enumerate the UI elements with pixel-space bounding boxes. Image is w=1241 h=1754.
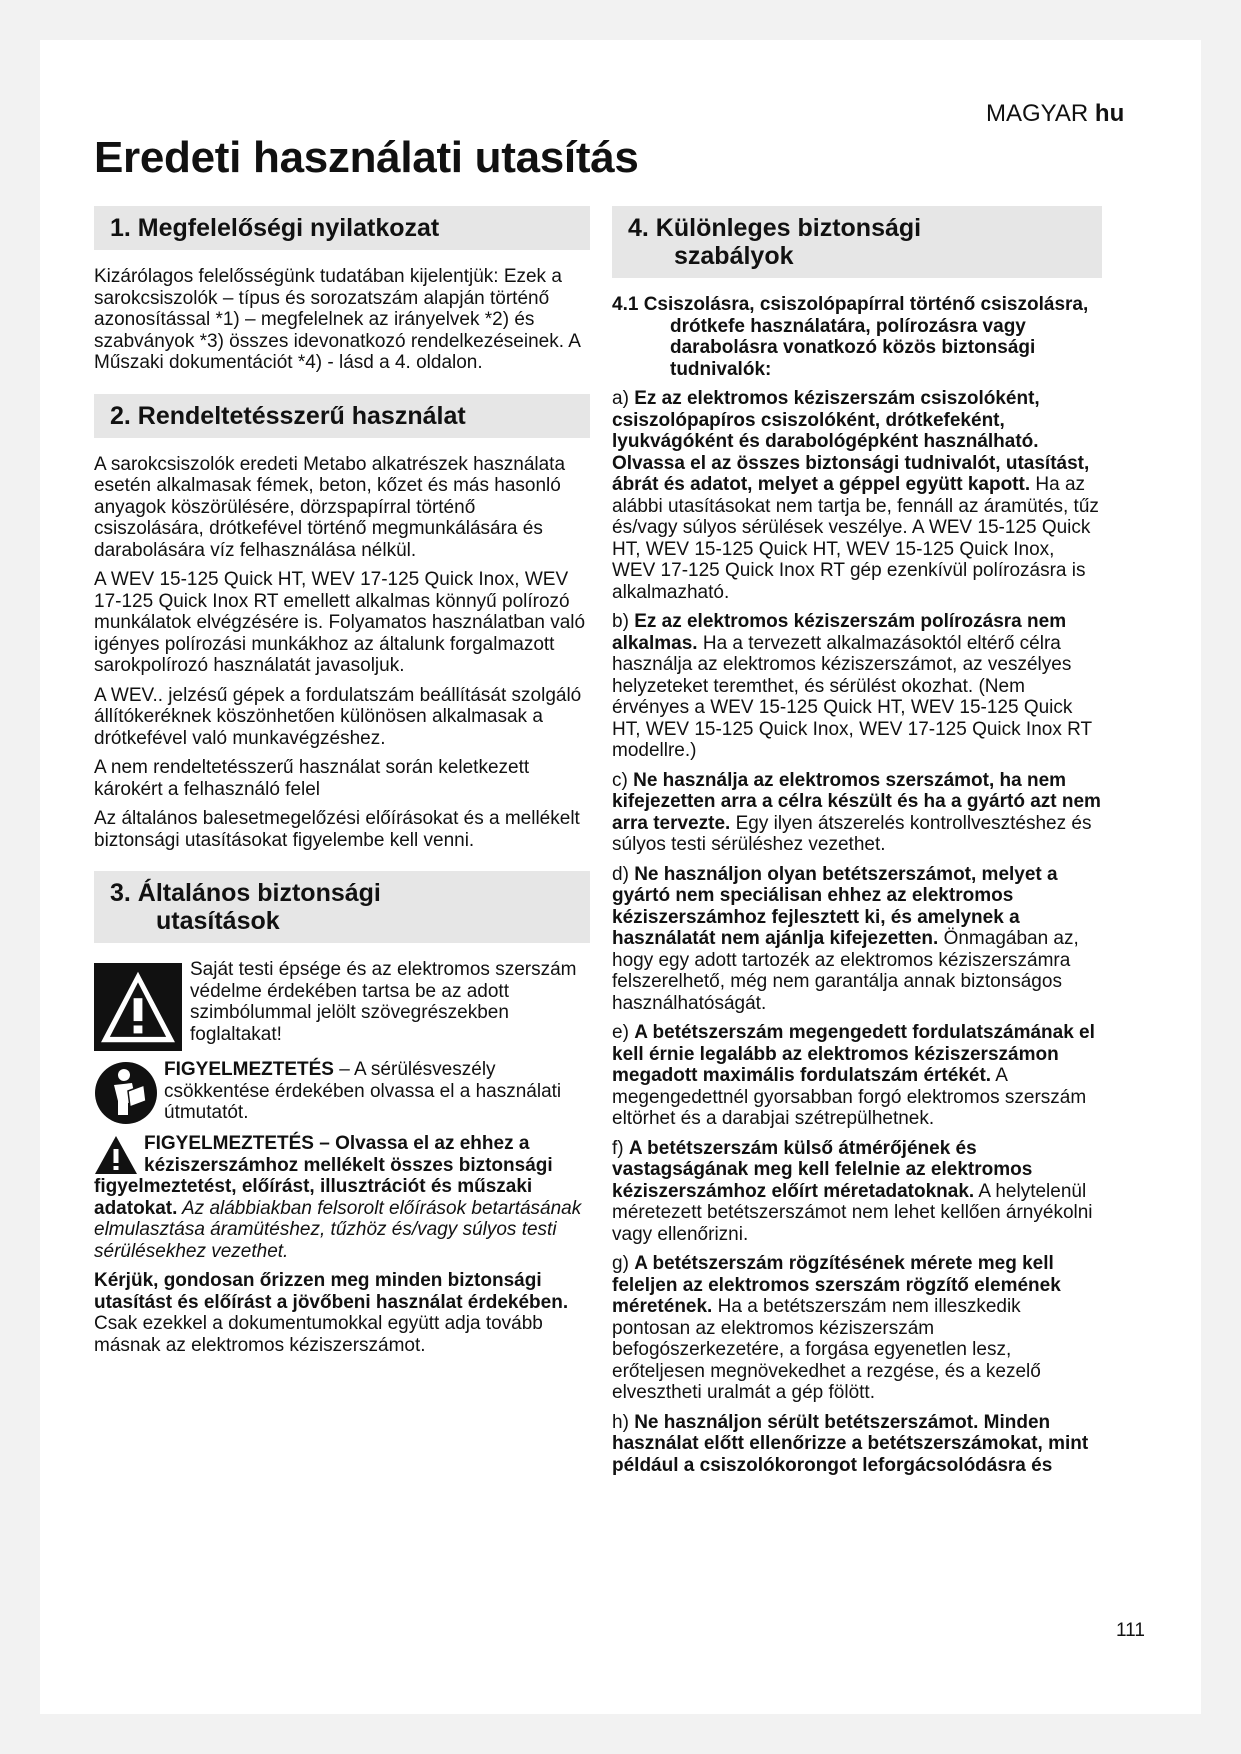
read-manual-warning-label: FIGYELMEZTETÉS <box>164 1059 334 1080</box>
page-number: 111 <box>1116 1620 1145 1641</box>
language-label <box>986 100 1124 128</box>
read-manual-block <box>94 1059 590 1125</box>
rule-b-letter: b) <box>612 611 635 632</box>
rule-f <box>612 1138 1102 1246</box>
rule-g-letter: g) <box>612 1253 635 1274</box>
section-3-heading <box>94 871 590 943</box>
section-2-p1: A sarokcsiszolók eredeti Metabo alkatrészek használata esetén alkalmasak fémek, beton, kőzet és más hasonló anyagok köszörülésére, dörzspapírral történő csiszolására, drótkefével történő megmunkálására és darabolására víz felhasználása nélkül. <box>94 453 566 561</box>
all-warnings-paragraph <box>94 1133 590 1262</box>
rule-d-text: Önmagában az, hogy egy adott tartozék az elektromos kéziszerszámra felszerelhető, még nem garantálja annak biztonságos használhatóságát. <box>612 928 1079 1014</box>
section-4-heading <box>612 206 1102 278</box>
rule-a-bold: Ez az elektromos kéziszerszám csiszolóként, csiszolópapíros csiszolóként, drótkefeként, lyukvágóként és darabológépként használható. Olvassa el az összes biztonsági tudnivalót, utasítást, ábrát és adatot, melyet a géppel együtt kapott. <box>612 388 1090 495</box>
rule-c <box>612 770 1102 856</box>
rule-b-bold: Ez az elektromos kéziszerszám polírozásra nem alkalmas. <box>612 611 1067 654</box>
rule-g <box>612 1253 1102 1404</box>
document-title: Eredeti használati utasítás <box>94 133 639 182</box>
rule-h-letter: h) <box>612 1411 635 1433</box>
subsection-4-1-heading: 4.1 Csiszolásra, csiszolópapírral történő csiszolásra, drótkefe használatára, polírozásra vagy darabolásra vonatkozó közös biztonsági tudnivalók: <box>612 294 1089 380</box>
read-manual-icon <box>94 1061 158 1125</box>
rule-f-bold: A betétszerszám külső átmérőjének és vastagságának meg kell felelnie az elektromos kéziszerszámhoz előírt méretadatoknak. <box>612 1137 1033 1202</box>
rule-g-text: Ha a betétszerszám nem illeszkedik pontosan az elektromos kéziszerszám befogószerkezetére, a forgása egyenetlen lesz, erőteljesen megnövekedhet a rezgése, és a kezelő elvesztheti uralmát a gép fölött. <box>612 1296 1041 1403</box>
rule-b <box>612 611 1102 762</box>
rule-h-bold: Ne használjon sérült betétszerszámot. Minden használat előtt ellenőrizze a betétszerszámokat, mint például a csiszolókorongot leforgácsolódásra és <box>612 1411 1089 1476</box>
read-manual-warning-text: – A sérülésveszély csökkentése érdekében olvassa el a használati útmutatót. <box>164 1059 562 1123</box>
rule-d-letter: d) <box>612 863 635 885</box>
section-4-heading-line2: szabályok <box>674 242 794 270</box>
section-2-p5: Az általános balesetmegelőzési előírásokat és a mellékelt biztonsági utasításokat figyelembe kell venni. <box>94 808 580 851</box>
rule-e <box>612 1022 1102 1130</box>
right-column <box>612 206 1102 1484</box>
rule-g-bold: A betétszerszám rögzítésének mérete meg kell feleljen az elektromos szerszám rögzítő elemének méretének. <box>612 1253 1061 1317</box>
section-2-p4: A nem rendeltetésszerű használat során keletkezett károkért a felhasználó felel <box>94 757 530 800</box>
keep-instructions-text: Csak ezekkel a dokumentumokkal együtt adja tovább másnak az elektromos kéziszerszámot. <box>94 1313 543 1356</box>
general-warning-block <box>94 959 590 1051</box>
rule-a-text: Ha az alábbi utasításokat nem tartja be, fennáll az áramütés, tűz és/vagy súlyos sérülések veszélye. A WEV 15-125 Quick HT, WEV 15-125 Quick HT, WEV 15-125 Quick Inox, WEV 17-125 Quick Inox RT gép ezenkívül polírozásra is alkalmazható. <box>612 474 1099 603</box>
rule-e-bold: A betétszerszám megengedett fordulatszámának el kell érnie legalább az elektromos kéziszerszámon megadott maximális fordulatszám értékét. <box>612 1022 1095 1086</box>
section-3-heading-line2: utasítások <box>156 907 280 935</box>
keep-instructions-bold: Kérjük, gondosan őrizzen meg minden biztonsági utasítást és előírást a jövőbeni használat érdekében. <box>94 1270 569 1313</box>
warning-triangle-small-icon <box>94 1135 138 1175</box>
keep-instructions-paragraph <box>94 1270 590 1356</box>
rule-d-bold: Ne használjon olyan betétszerszámot, melyet a gyártó nem speciálisan ehhez az elektromos kéziszerszámhoz fejlesztett ki, és amelynek a használatát nem ajánlja kifejezetten. <box>612 863 1058 949</box>
all-warnings-italic: Az alábbiakban felsorolt előírások betartásának elmulasztása áramütéshez, tűzhöz és/vagy súlyos testi sérülésekhez vezethet. <box>94 1197 582 1262</box>
rule-e-text: A megengedettnél gyorsabban forgó elektromos szerszám eltörhet és a darabjai szétrepülhetnek. <box>612 1065 1087 1129</box>
rule-c-bold: Ne használja az elektromos szerszámot, ha nem kifejezetten arra a célra készült és ha a gyártó azt nem arra tervezte. <box>612 769 1101 834</box>
language-code: hu <box>1094 100 1125 127</box>
rule-f-letter: f) <box>612 1137 629 1159</box>
section-2-p3: A WEV.. jelzésű gépek a fordulatszám beállítását szolgáló állítókeréknek köszönhetően különösen alkalmasak a drótkefével való munkavégzéshez. <box>94 684 582 749</box>
rule-f-text: A helytelenül méretezett betétszerszámot nem lehet kellően árnyékolni vagy ellenőrizni. <box>612 1180 1093 1245</box>
rule-b-text: Ha a tervezett alkalmazásoktól eltérő célra használja az elektromos kéziszerszámot, az veszélyes helyzeteket teremthet, és sérülést okozhat. (Nem érvényes a WEV 15-125 Quick HT, WEV 15-125 Quick HT, WEV 15-125 Quick Inox, WEV 17-125 Quick Inox RT modellre.) <box>612 632 1092 761</box>
general-warning-text: Saját testi épsége és az elektromos szerszám védelme érdekében tartsa be az adott szimbólummal jelölt szövegrészekben foglaltakat! <box>190 959 577 1045</box>
all-warnings-bold: FIGYELMEZTETÉS – Olvassa el az ehhez a kéziszerszámhoz mellékelt összes biztonsági figyelmeztetést, előírást, illusztrációt és műszaki adatokat. <box>94 1133 553 1219</box>
rule-h <box>612 1412 1102 1477</box>
section-1-heading: 1. Megfelelőségi nyilatkozat <box>94 206 590 250</box>
section-1-text: Kizárólagos felelősségünk tudatában kijelentjük: Ezek a sarokcsiszolók – típus és sorozatszám alapján történő azonosítással *1) – megfelelnek az irányelvek *2) és szabványok *3) összes idevonatkozó rendelkezéseinek. A Műszaki dokumentációt *4) - lásd a 4. oldalon. <box>94 266 580 373</box>
rule-a-letter: a) <box>612 388 635 409</box>
rule-a <box>612 388 1102 603</box>
section-2-heading: 2. Rendeltetésszerű használat <box>94 394 590 438</box>
warning-triangle-icon <box>94 963 182 1051</box>
left-column <box>94 206 590 1364</box>
section-4-heading-line1: 4. Különleges biztonsági <box>628 214 922 242</box>
rule-c-text: Egy ilyen átszerelés kontrollvesztéshez és súlyos testi sérüléshez vezethet. <box>612 812 1092 855</box>
rule-d <box>612 864 1102 1015</box>
read-manual-text <box>164 1059 590 1124</box>
rule-e-letter: e) <box>612 1022 635 1043</box>
section-3-heading-line1: 3. Általános biztonsági <box>110 879 381 907</box>
rule-c-letter: c) <box>612 769 634 791</box>
language-name: MAGYAR <box>986 100 1089 127</box>
section-2-p2: A WEV 15-125 Quick HT, WEV 17-125 Quick Inox, WEV 17-125 Quick Inox RT emellett alkalmas könnyű polírozó munkálatok elvégzésére is. Folyamatos használatban való igényes polírozási munkákhoz az általunk forgalmazott sarokpolírozó használatát javasoljuk. <box>94 569 586 676</box>
